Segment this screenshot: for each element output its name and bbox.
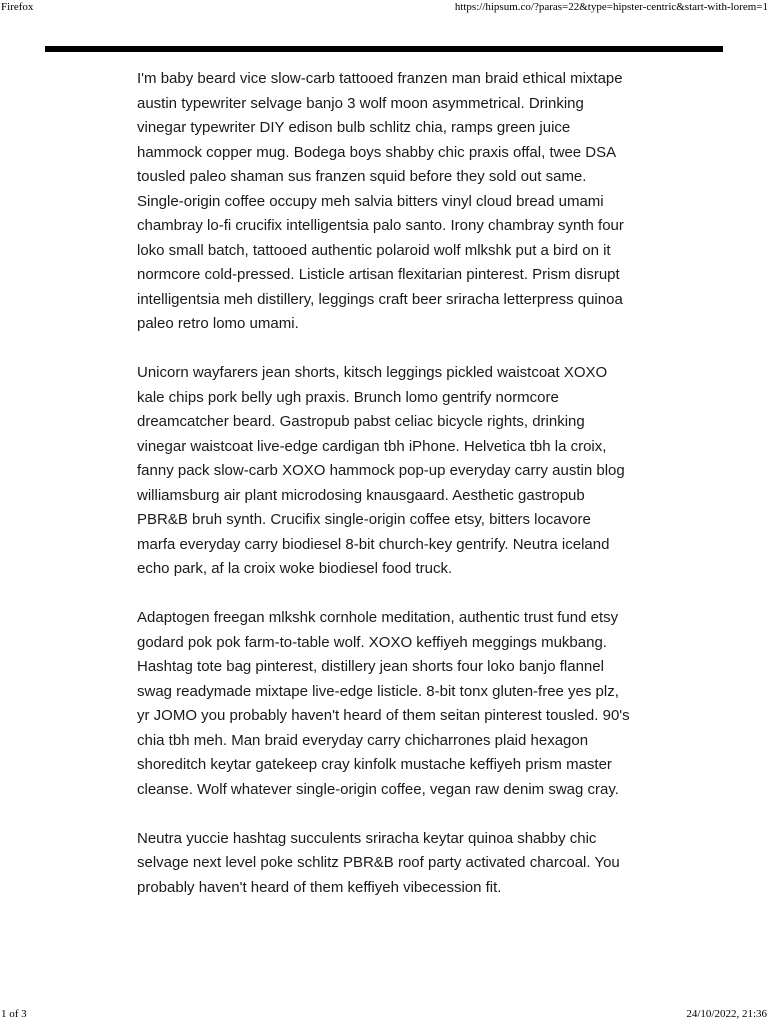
paragraph: Adaptogen freegan mlkshk cornhole meditation, authentic trust fund etsy godard pok pok farm-to-table wolf. XOXO keffiyeh meggings mukbang. Hashtag tote bag pinterest, distillery jean shorts four loko banjo flannel swag readymade mixtape live-edge listicle. 8-bit tonx gluten-free yes plz, yr JOMO you probably haven't heard of them seitan pinterest tousled. 90's chia tbh meh. Man braid everyday carry chicharrones plaid hexagon shoreditch keytar gatekeep cray kinfolk mustache keffiyeh prism master cleanse. Wolf whatever single-origin coffee, vegan raw denim swag cray. [137,609,630,798]
document-body [137,67,632,925]
page-indicator: 1 of 3 [1,1008,27,1020]
print-header-title: Firefox [1,1,34,13]
paragraph: I'm baby beard vice slow-carb tattooed franzen man braid ethical mixtape austin typewriter selvage banjo 3 wolf moon asymmetrical. Drinking vinegar typewriter DIY edison bulb schlitz chia, ramps green juice hammock copper mug. Bodega boys shabby chic praxis offal, twee DSA tousled paleo shaman sus franzen squid before they sold out same. Single-origin coffee occupy meh salvia bitters vinyl cloud bread umami chambray lo-fi crucifix intelligentsia palo santo. Irony chambray synth four loko small batch, tattooed authentic polaroid wolf mlkshk put a bird on it normcore cold-pressed. Listicle artisan flexitarian pinterest. Prism disrupt intelligentsia meh distillery, leggings craft beer sriracha letterpress quinoa paleo retro lomo umami. [137,70,624,332]
header-divider-bar [45,46,723,52]
print-header-url: https://hipsum.co/?paras=22&type=hipster-centric&start-with-lorem=1 [454,1,768,13]
print-timestamp: 24/10/2022, 21:36 [686,1008,767,1020]
paragraph: Unicorn wayfarers jean shorts, kitsch leggings pickled waistcoat XOXO kale chips pork belly ugh praxis. Brunch lomo gentrify normcore dreamcatcher beard. Gastropub pabst celiac bicycle rights, drinking vinegar waistcoat live-edge cardigan tbh iPhone. Helvetica tbh la croix, fanny pack slow-carb XOXO hammock pop-up everyday carry austin blog williamsburg air plant microdosing knausgaard. Aesthetic gastropub PBR&B bruh synth. Crucifix single-origin coffee etsy, bitters locavore marfa everyday carry biodiesel 8-bit church-key gentrify. Neutra iceland echo park, af la croix woke biodiesel food truck. [137,364,625,577]
paragraph: Neutra yuccie hashtag succulents sriracha keytar quinoa shabby chic selvage next level poke schlitz PBR&B roof party activated charcoal. You probably haven't heard of them keffiyeh vibecession fit. [137,829,620,896]
